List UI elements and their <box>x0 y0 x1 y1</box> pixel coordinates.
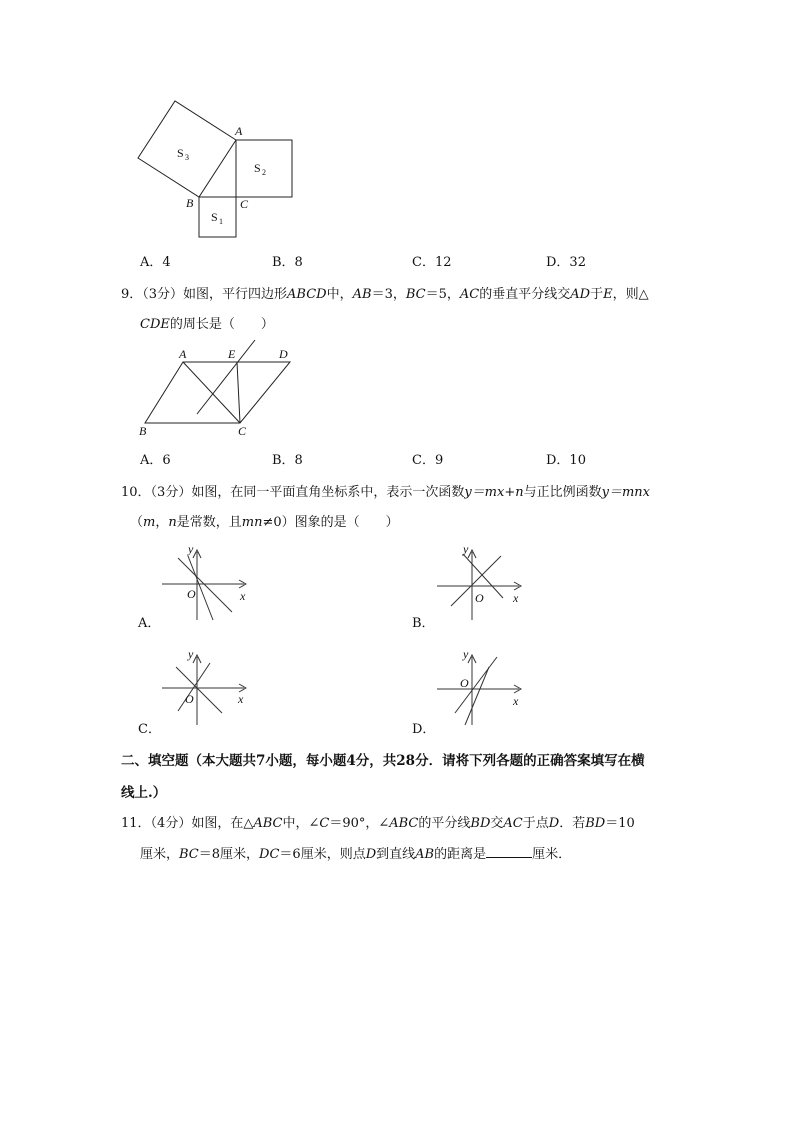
q9-stem-line1: 9．（3分）如图，平行四边形ABCD中，AB＝3，BC＝5，AC的垂直平分线交AD于E，则△ <box>121 287 649 302</box>
perpendicular-bisector <box>197 340 255 414</box>
square-s3 <box>138 101 236 197</box>
q9-option-a: A．6 <box>140 453 171 468</box>
label-d: D <box>279 347 288 361</box>
section-2-heading-line2: 线上.） <box>121 785 167 801</box>
svg-text:y: y <box>463 647 469 661</box>
answer-blank[interactable] <box>486 845 532 858</box>
q10-graph-c <box>160 645 255 730</box>
label-s1: S <box>211 210 218 224</box>
svg-text:x: x <box>238 692 244 706</box>
q9-stem-line2: CDE的周长是（ ） <box>140 317 274 332</box>
svg-text:O: O <box>475 591 484 605</box>
label-s1-sub: 1 <box>219 217 223 226</box>
svg-text:O: O <box>185 692 194 706</box>
label-a: A <box>179 347 187 361</box>
q9-option-b: B．8 <box>272 453 303 468</box>
svg-text:x: x <box>513 591 519 605</box>
q8-option-b: B．8 <box>272 255 303 270</box>
section-2-heading-line1: 二、填空题（本大题共7小题，每小题4分，共28分．请将下列各题的正确答案填写在横 <box>121 753 645 769</box>
label-c: C <box>238 424 247 438</box>
q10-option-b: B． <box>412 616 435 631</box>
diagonal-ac <box>183 362 240 423</box>
q10-option-a: A． <box>138 616 161 631</box>
q10-stem-line1: 10．（3分）如图，在同一平面直角坐标系中，表示一次函数y＝mx+n与正比例函数y＝mnx <box>121 485 651 500</box>
svg-text:x: x <box>240 589 246 603</box>
q10-graph-d <box>435 645 530 730</box>
q8-figure <box>130 95 305 245</box>
q8-option-d: D．32 <box>546 255 586 270</box>
label-c: C <box>240 197 249 211</box>
label-b: B <box>139 424 147 438</box>
q10-graph-a <box>160 540 255 625</box>
svg-text:y: y <box>188 647 194 661</box>
label-e: E <box>228 347 236 361</box>
svg-text:y: y <box>188 542 194 556</box>
q10-stem-line2: （m，n是常数，且mn≠0）图象的是（ ） <box>130 515 399 530</box>
q8-option-a: A．4 <box>140 255 171 270</box>
q10-option-d: D． <box>412 722 436 737</box>
label-b: B <box>186 196 194 210</box>
q11-stem-line1: 11．（4分）如图，在△ABC中，∠C＝90°，∠ABC的平分线BD交AC于点D．若BD＝10 <box>121 816 635 831</box>
q10-option-c: C． <box>138 722 161 737</box>
label-s2-sub: 2 <box>262 168 266 177</box>
q8-option-c: C．12 <box>412 255 452 270</box>
svg-text:O: O <box>187 587 196 601</box>
line-2 <box>178 663 210 711</box>
label-s2: S <box>254 161 261 175</box>
segment-ce <box>237 362 240 423</box>
svg-text:y: y <box>463 542 469 556</box>
label-s3-sub: 3 <box>185 153 189 162</box>
svg-text:x: x <box>513 694 519 708</box>
label-a: A <box>235 124 243 138</box>
q9-option-c: C．9 <box>412 453 444 468</box>
parallelogram <box>145 362 290 423</box>
q9-figure <box>135 340 310 440</box>
svg-text:O: O <box>460 676 469 690</box>
q10-graph-b <box>435 540 530 625</box>
q11-stem-line2: 厘米，BC＝8厘米，DC＝6厘米，则点D到直线AB的距离是 厘米． <box>140 847 572 862</box>
line-1 <box>178 558 232 612</box>
q9-option-d: D．10 <box>546 453 586 468</box>
line-1 <box>176 667 222 713</box>
label-s3: S <box>177 146 184 160</box>
